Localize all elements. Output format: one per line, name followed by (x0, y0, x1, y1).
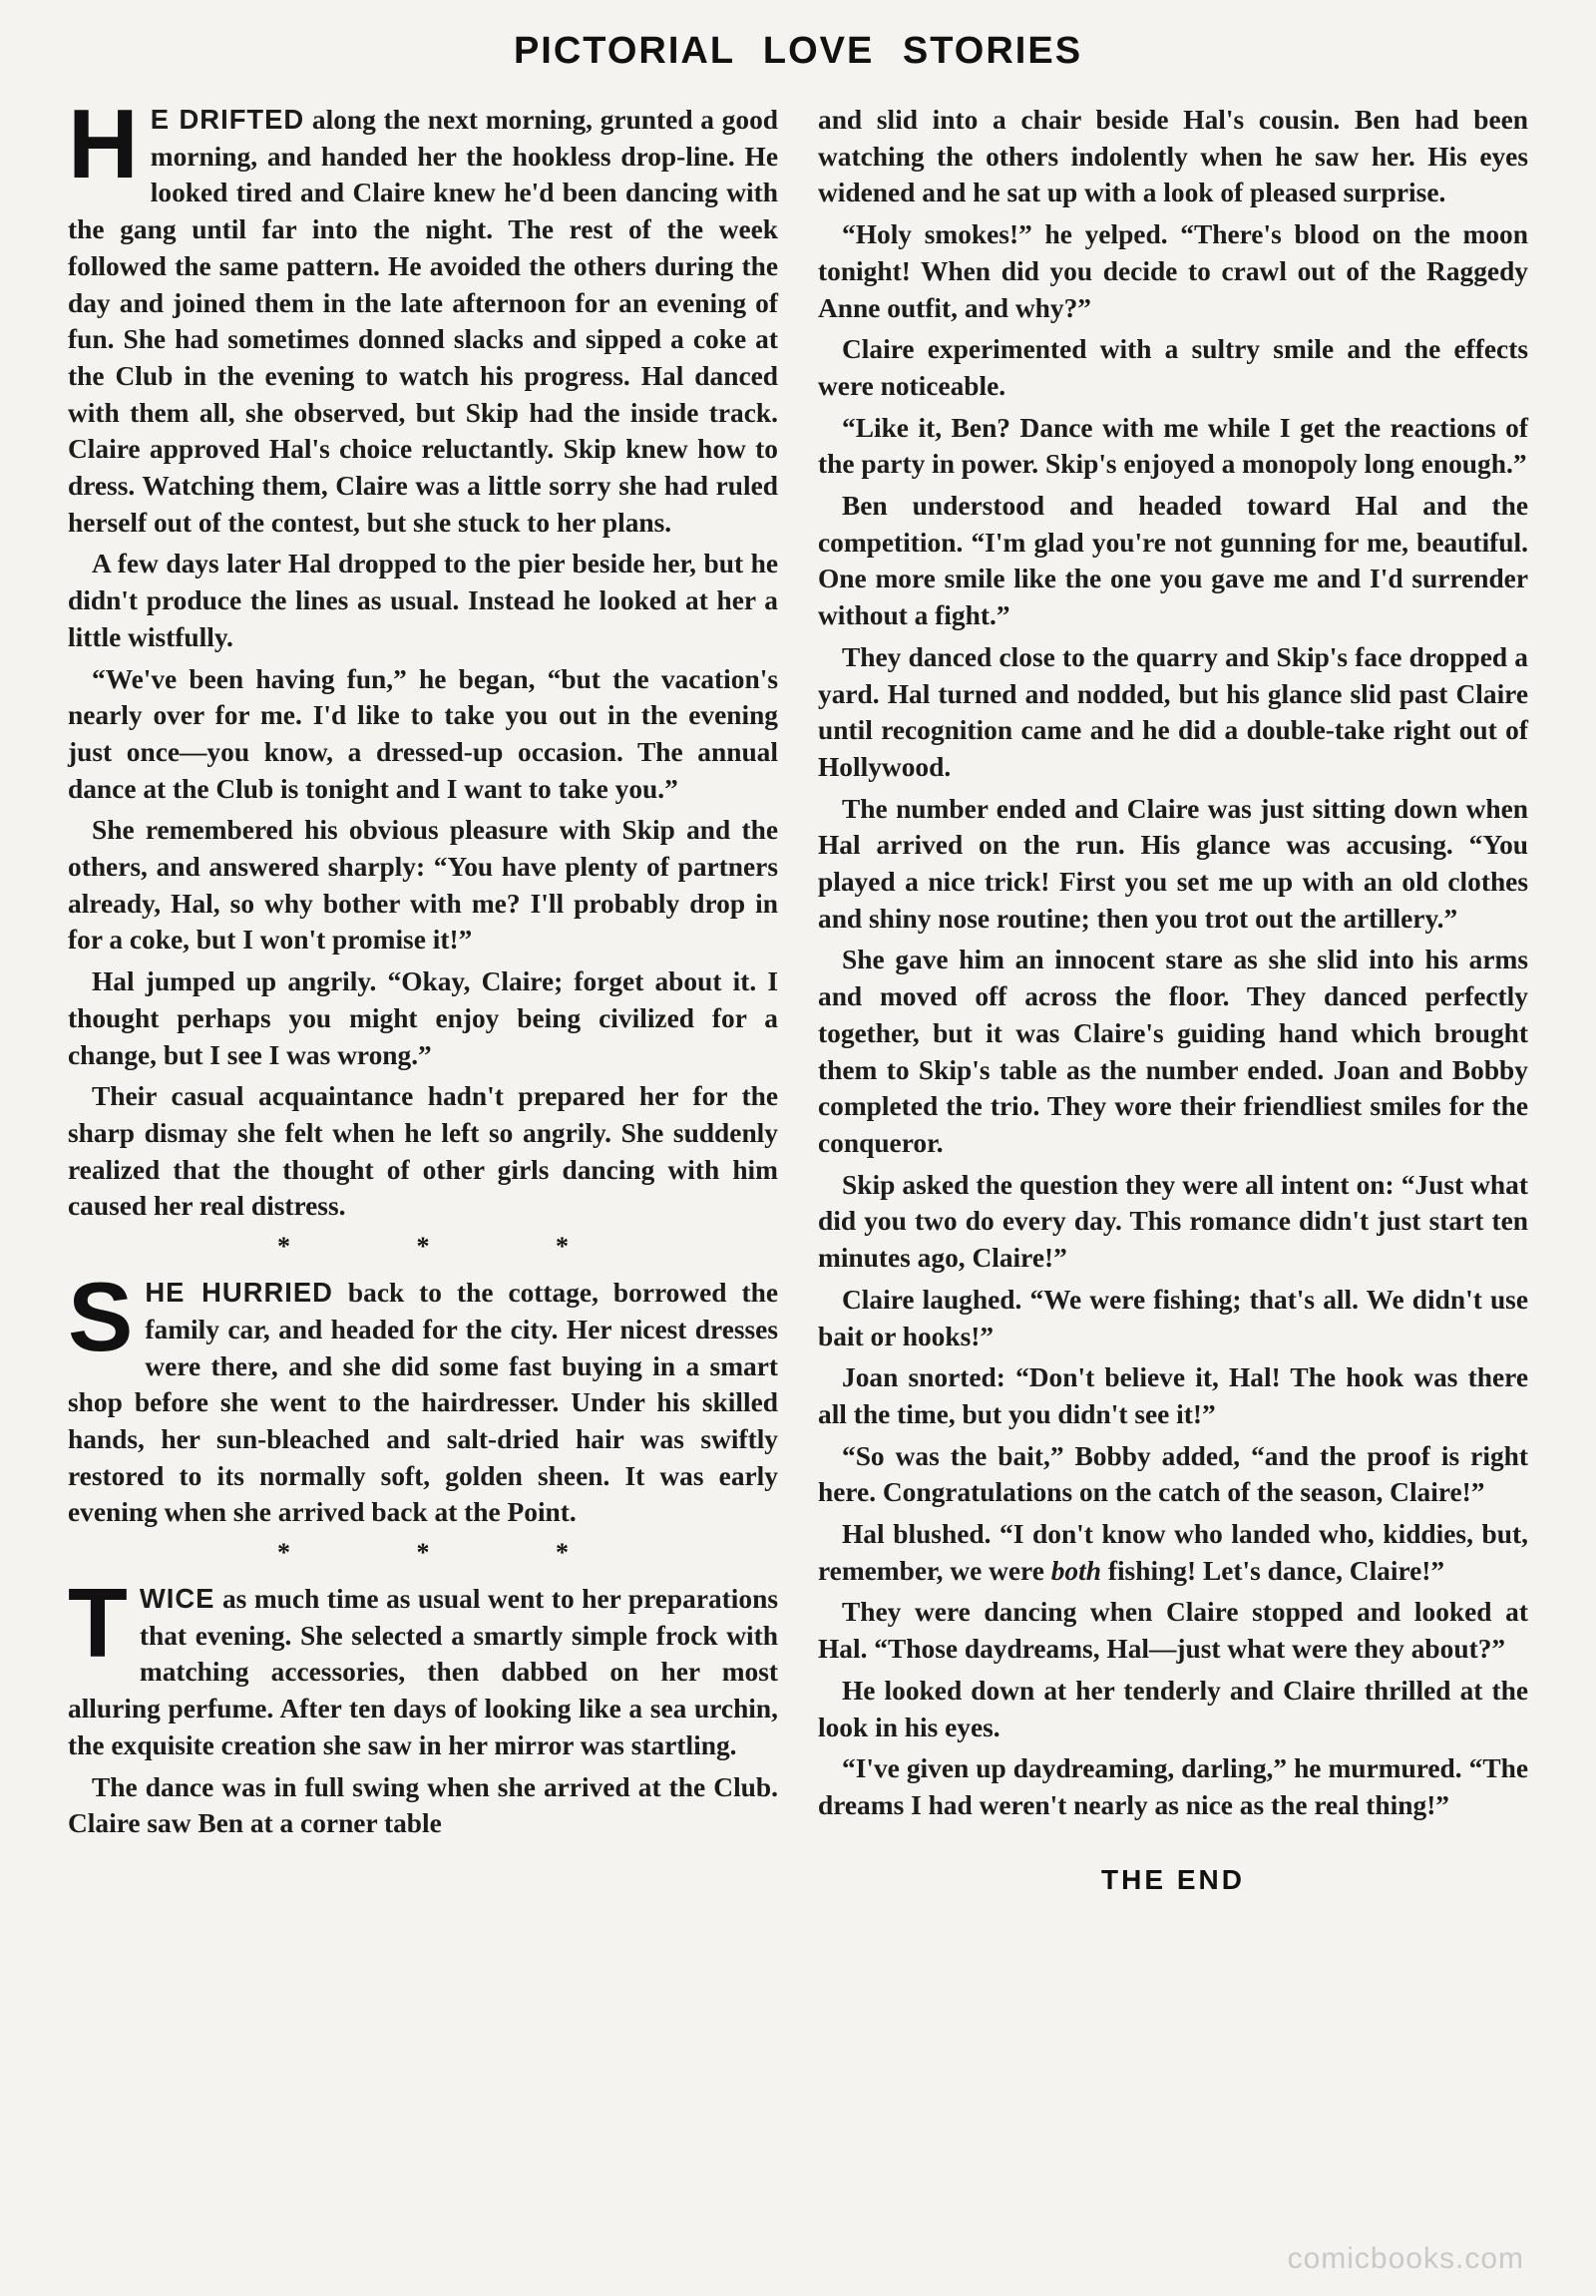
paragraph: Hal jumped up angrily. “Okay, Claire; forget about it. I thought perhaps you might enjoy being civilized for a change, but I see I was wrong.” (68, 966, 778, 1070)
paragraph: Claire experimented with a sultry smile and the effects were noticeable. (818, 334, 1528, 401)
paragraph: “Like it, Ben? Dance with me while I get the reactions of the party in power. Skip's enjoyed a monopoly long enough.” (818, 412, 1528, 480)
paragraph-text: back to the cottage, borrowed the family car, and headed for the city. Her nicest dresses were there, and she did some fast buying in a smart shop before she went to the hairdresser. Under his skilled hands, her sun-bleached and salt-dried hair was swiftly restored to its normally soft, golden sheen. It was early evening when she arrived back at the Point. (68, 1278, 778, 1528)
paragraph: They were dancing when Claire stopped and looked at Hal. “Those daydreams, Hal—just what were they about?” (818, 1597, 1528, 1665)
paragraph-text: fishing! Let's dance, Claire!” (1100, 1555, 1445, 1586)
lead-in: WICE (139, 1583, 215, 1615)
paragraph (68, 1568, 778, 1764)
paragraph: The number ended and Claire was just sitting down when Hal arrived on the run. His glance was accusing. “You played a nice trick! First you set me up with an old clothes and shiny nose routine; then you trot out the artillery.” (818, 793, 1528, 934)
page-title: PICTORIAL LOVE STORIES (513, 30, 1083, 72)
paragraph: She remembered his obvious pleasure with Skip and the others, and answered sharply: “You have plenty of partners already, Hal, so why bother with me? I'll probably drop in for a coke, but I won't promise it!” (68, 815, 778, 956)
lead-in: HE HURRIED (145, 1277, 333, 1309)
right-column (818, 102, 1528, 1896)
watermark: comicbooks.com (1287, 2242, 1524, 2275)
paragraph (68, 89, 778, 541)
the-end-label: THE END (1101, 1863, 1245, 1895)
paragraph-text: as much time as usual went to her preparations that evening. She selected a smartly simple frock with matching accessories, then dabbed on her most alluring perfume. After ten days of looking like a sea urchin, the exquisite creation she saw in her mirror was startling. (68, 1584, 778, 1760)
section-separator: * * * (277, 1232, 628, 1262)
emphasis: both (1050, 1555, 1101, 1586)
paragraph: The dance was in full swing when she arrived at the Club. Claire saw Ben at a corner table (68, 1771, 778, 1839)
paragraph: Their casual acquaintance hadn't prepared her for the sharp dismay she felt when he left so angrily. She suddenly realized that the thought of other girls dancing with him caused her real distress. (68, 1081, 778, 1222)
paragraph: She gave him an innocent stare as she slid into his arms and moved off across the floor. They danced perfectly together, but it was Claire's guiding hand which brought them to Skip's table as the number ended. Joan and Bobby completed the trio. They wore their friendliest smiles for the conqueror. (818, 945, 1528, 1158)
paragraph: A few days later Hal dropped to the pier beside her, but he didn't produce the lines as usual. Instead he looked at her a little wistfully. (68, 549, 778, 652)
paragraph: They danced close to the quarry and Skip's face dropped a yard. Hal turned and nodded, but his glance slid past Claire until recognition came and he did a double-take right out of Hollywood. (818, 641, 1528, 782)
paragraph: Skip asked the question they were all intent on: “Just what did you two do every day. This romance didn't just start ten minutes ago, Claire!” (818, 1169, 1528, 1274)
paragraph (68, 1262, 778, 1531)
paragraph: “So was the bait,” Bobby added, “and the proof is right here. Congratulations on the catch of the season, Claire!” (818, 1440, 1528, 1508)
paragraph: Claire laughed. “We were fishing; that's all. We didn't use bait or hooks!” (818, 1284, 1528, 1351)
paragraph: Ben understood and headed toward Hal and the competition. “I'm glad you're not gunning for me, beautiful. One more smile like the one you gave me and I'd surrender without a fight.” (818, 491, 1528, 631)
paragraph: and slid into a chair beside Hal's cousin. Ben had been watching the others indolently when he saw her. His eyes widened and he sat up with a look of pleased surprise. (818, 105, 1528, 208)
section-separator: * * * (277, 1538, 628, 1568)
paragraph: “We've been having fun,” he began, “but the vacation's nearly over for me. I'd like to take you out in the evening just once—you know, a dressed-up occasion. The annual dance at the Club is tonight and I want to take you.” (68, 663, 778, 804)
left-column (68, 89, 778, 1847)
lead-in: E DRIFTED (150, 104, 305, 135)
paragraph: “Holy smokes!” he yelped. “There's blood on the moon tonight! When did you decide to crawl out of the Raggedy Anne outfit, and why?” (818, 219, 1528, 323)
drop-cap: H (68, 89, 139, 198)
paragraph-text: along the next morning, grunted a good morning, and handed her the hookless drop-line. He looked tired and Claire knew he'd been dancing with the gang until far into the night. The rest of the week followed the same pattern. He avoided the others during the day and joined them in the late afternoon for an evening of fun. She had sometimes donned slacks and sipped a coke at the Club in the evening to watch his progress. Hal danced with them all, she observed, but Skip had the inside track. Claire approved Hal's choice reluctantly. Skip knew how to dress. Watching them, Claire was a little sorry she had ruled herself out of the contest, but she stuck to her plans. (68, 105, 778, 538)
drop-cap: T (68, 1568, 128, 1679)
paragraph (818, 1516, 1528, 1589)
paragraph: He looked down at her tenderly and Claire thrilled at the look in his eyes. (818, 1675, 1528, 1742)
paragraph-text: Hal blushed. “I don't know who landed who, kiddies, but, remember, we were (818, 1519, 1528, 1586)
paragraph: Joan snorted: “Don't believe it, Hal! The hook was there all the time, but you didn't see it!” (818, 1362, 1528, 1429)
drop-cap: S (68, 1262, 134, 1372)
paragraph: “I've given up daydreaming, darling,” he murmured. “The dreams I had weren't nearly as nice as the real thing!” (818, 1753, 1528, 1820)
